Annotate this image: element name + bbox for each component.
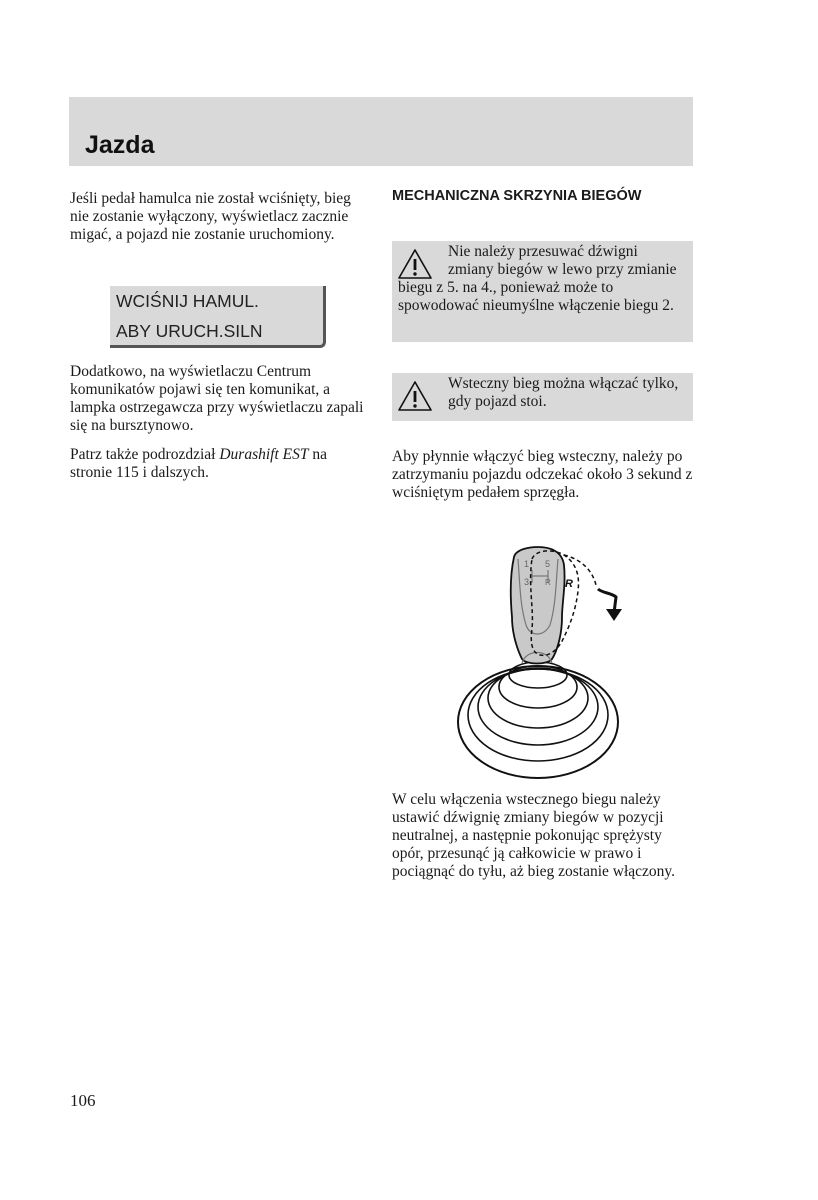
gear-label-1: 1 — [524, 559, 530, 569]
section-title-jazda: Jazda — [85, 131, 155, 159]
warning-box-gear-shift — [392, 241, 693, 342]
gear-label-5: 5 — [545, 559, 551, 569]
reverse-engage-paragraph: W celu włączenia wstecznego biegu należy ustawić dźwignię zmiany biegów w pozycji neutralnej, a następnie pokonując sprężysty opór, przesunąć ją całkowicie w prawo i pociągnąć do tyłu, aż bieg zostanie włączony. — [392, 791, 676, 880]
message-center-paragraph: Dodatkowo, na wyświetlaczu Centrum komunikatów pojawi się ten komunikat, a lampka ostrzegawcza przy wyświetlaczu zapali się na bursztynowo. — [70, 363, 364, 434]
message-display — [110, 286, 326, 348]
reverse-smooth-paragraph: Aby płynnie włączyć bieg wsteczny, należy po zatrzymaniu pojazdu odczekać około 3 sekund z wciśniętym pedałem sprzęgła. — [392, 448, 693, 501]
manual-gearbox-heading: MECHANICZNA SKRZYNIA BIEGÓW — [392, 188, 642, 204]
warning-text-reverse: Wsteczny bieg można włączać tylko, gdy pojazd stoi. — [448, 375, 679, 410]
warning-text-gear-shift: Nie należy przesuwać dźwigni zmiany biegów w lewo przy zmianie biegu z 5. na 4., ponieważ może to spowodować nieumyślne włączenie biegu 2. — [398, 243, 677, 314]
see-also-paragraph — [70, 446, 370, 482]
see-also-prefix: Patrz także podrozdział — [70, 446, 220, 463]
gear-label-3: 3 — [524, 577, 530, 587]
see-also-suffix: na stronie 115 i dalszych. — [70, 446, 327, 481]
reverse-direction-label: R — [565, 578, 573, 590]
display-line-1: WCIŚNIJ HAMUL. — [116, 291, 259, 311]
warning-box-reverse — [392, 373, 693, 421]
gear-lever-illustration — [452, 545, 642, 780]
section-header — [69, 97, 693, 166]
gear-label-reverse: R — [545, 578, 551, 587]
direction-arrow-icon — [606, 609, 622, 621]
display-line-2: ABY URUCH.SILN — [116, 321, 263, 341]
see-also-link-text: Durashift EST — [219, 446, 309, 463]
page-number: 106 — [70, 1091, 96, 1110]
brake-pedal-paragraph: Jeśli pedał hamulca nie został wciśnięty, bieg nie zostanie wyłączony, wyświetlacz zacznie migać, a pojazd nie zostanie uruchomiony. — [70, 190, 351, 243]
